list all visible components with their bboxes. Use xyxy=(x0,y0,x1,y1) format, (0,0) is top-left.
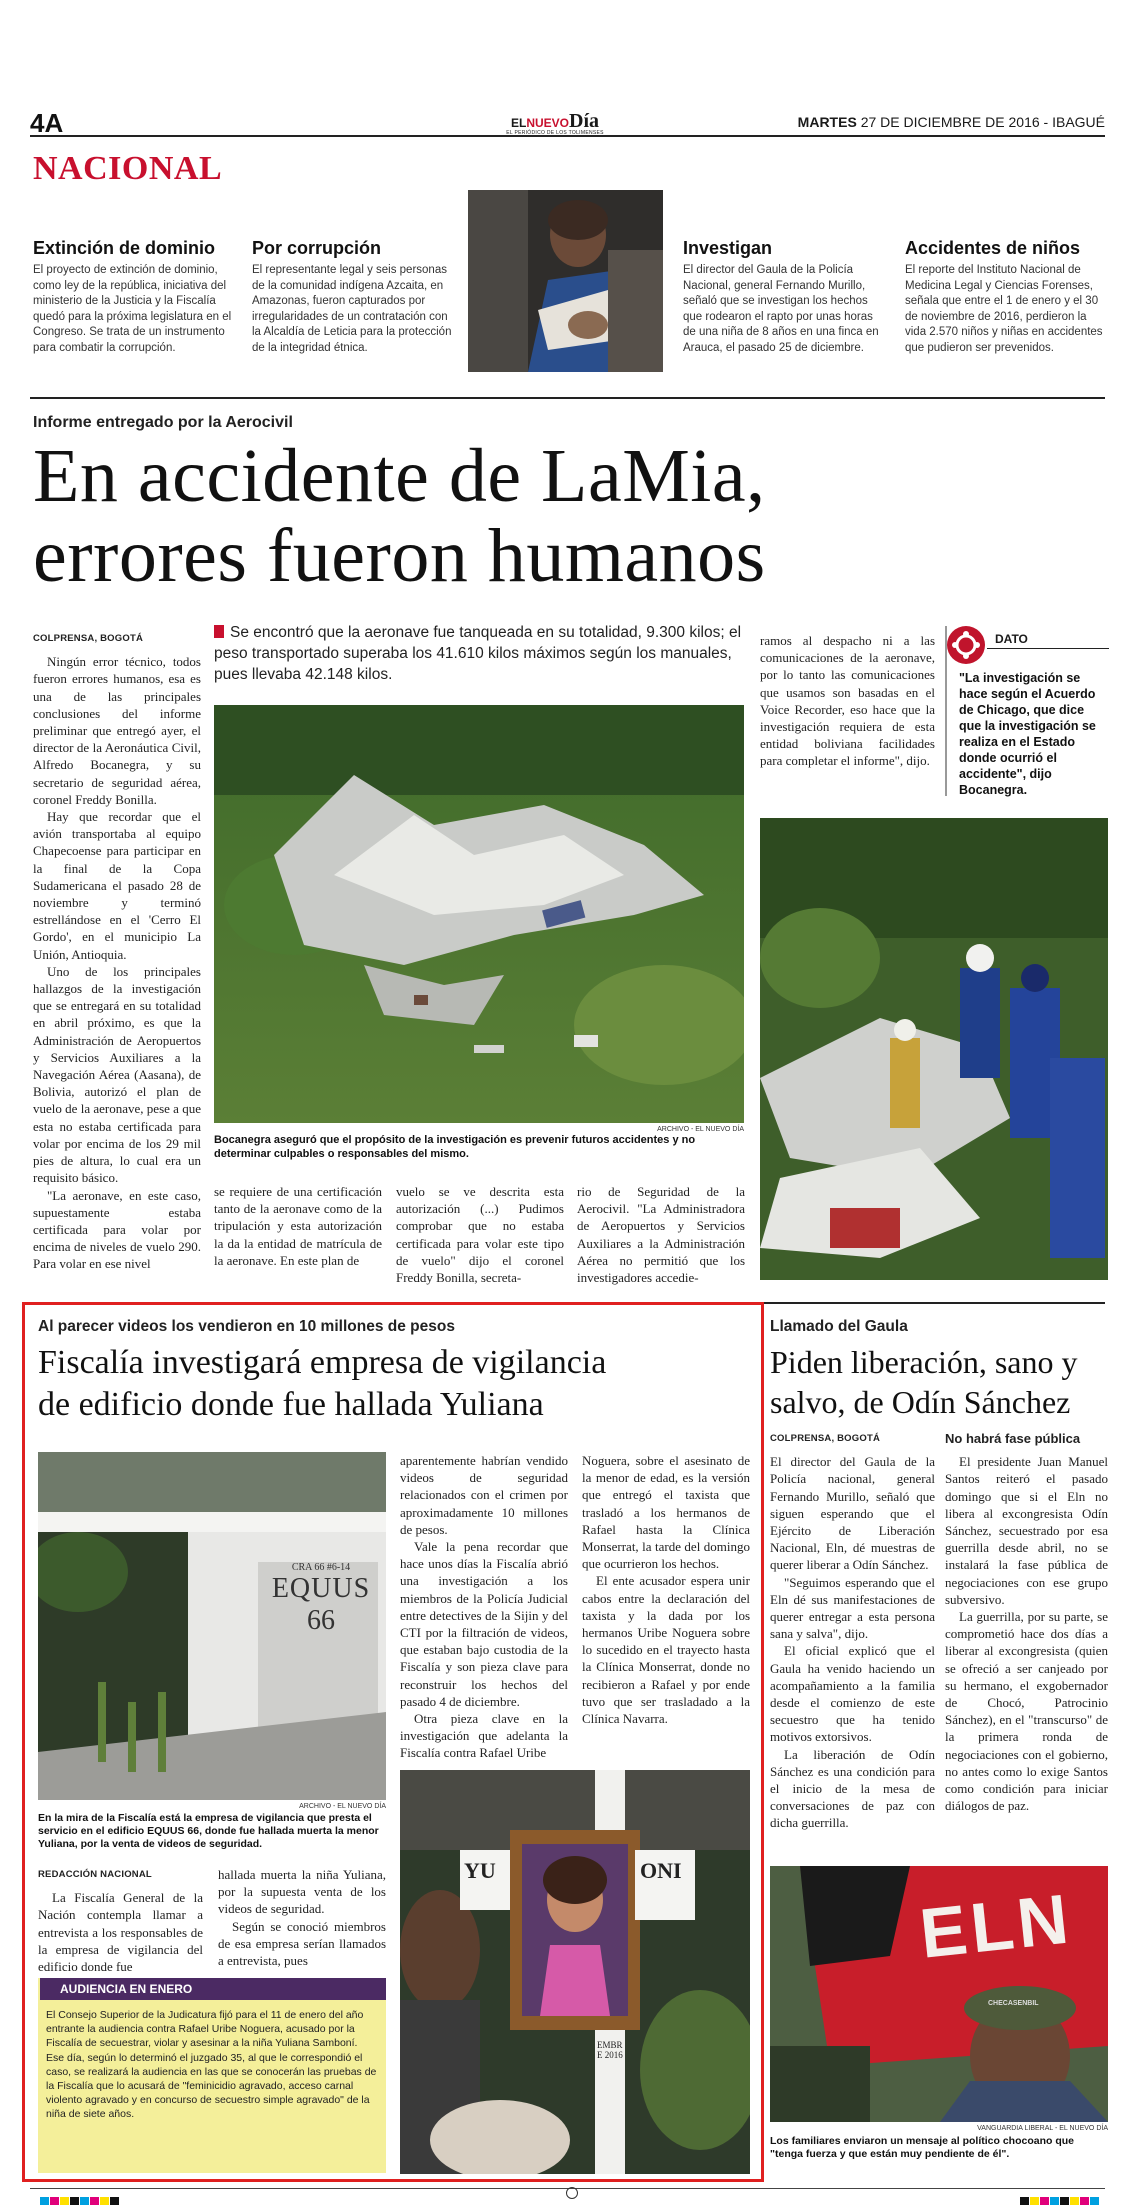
paragraph: Vale la pena recordar que hace unos días la Fiscalía abrió una investigación a los miembros de la Policía Judicial entre detectives de la Sijin y del CTI por la filtración de videos, que estaban bajo custodia de la Fiscalía y son pieza clave para reconstruir los hechos del pasado 4 de diciembre. xyxy=(400,1539,568,1709)
main-col-1 xyxy=(33,630,201,1273)
brief-2 xyxy=(252,238,457,356)
story3-credit: COLPRENSA, BOGOTÁ xyxy=(770,1433,881,1444)
odin-photo-credit: VANGUARDIA LIBERAL - EL NUEVO DÍA xyxy=(977,2125,1108,2132)
equus-building-photo xyxy=(38,1452,386,1800)
building-photo-caption: En la mira de la Fiscalía está la empresa de vigilancia que presta el servicio en el edificio EQUUS 66, donde fue hallada muerta la menor Yuliana, por la venta de videos de seguridad. xyxy=(38,1812,379,1850)
plane-crash-photo xyxy=(214,705,744,1123)
brief-title: Por corrupción xyxy=(252,238,382,258)
story2-headline-line2: de edificio donde fue hallada Yuliana xyxy=(38,1386,544,1423)
dato-label: DATO xyxy=(995,632,1028,646)
brief-title: Extinción de dominio xyxy=(33,238,216,258)
paragraph: "La aeronave, en este caso, supuestamente estaba certificada para volar por encima de niveles de vuelo 290. Para volar en ese nivel xyxy=(33,1187,201,1272)
main-col-3: vuelo se ve descrita esta autorización (...) Pudimos comprobar que no estaba certificada para volar este tipo de vuelo" dijo el coronel Freddy Bonilla, secreta- xyxy=(396,1184,564,1286)
masthead-nuevo: NUEVO xyxy=(526,116,570,130)
brief-photo-nurse xyxy=(468,190,663,372)
print-color-bar-left xyxy=(40,2193,120,2205)
brief-text: El proyecto de extinción de dominio, como ley de la república, iniciativa del ministerio de la Justicia y la Fiscalía quedó para la próxima legislatura en el Congreso. Se trata de un instrumento para combatir la corrupción. xyxy=(33,264,232,354)
paragraph: La liberación de Odín Sánchez es una condición para el inicio de la mesa de conversaciones de paz con dicha guerrilla. xyxy=(770,1746,935,1831)
brief-1 xyxy=(33,238,238,356)
story3-kicker: Llamado del Gaula xyxy=(770,1318,908,1335)
building-sign-number: 66 xyxy=(307,1605,335,1636)
odin-photo-caption: Los familiares enviaron un mensaje al político chocoano que "tenga fuerza y que están muy pendiente de él". xyxy=(770,2135,1074,2160)
building-sign xyxy=(266,1562,376,1637)
paragraph: El presidente Juan Manuel Santos reiteró el pasado domingo que si el Eln no libera al excongresista Odín Sánchez, secuestrado por esa guerrilla desde abril, no se instalará la fase pública de negociaciones con ese grupo subversivo. xyxy=(945,1454,1108,1607)
story2-headline-line1: Fiscalía investigará empresa de vigilancia xyxy=(38,1344,607,1381)
paragraph: Otra pieza clave en la investigación que adelanta la Fiscalía contra Rafael Uribe xyxy=(400,1711,568,1761)
brief-3 xyxy=(683,238,888,356)
brief-title: Investigan xyxy=(683,238,773,258)
audiencia-box-text: El Consejo Superior de la Judicatura fijó para el 11 de enero del año entrante la audiencia contra Rafael Uribe Noguera, acusado por la Fiscalía de secuestrar, violar y asesinar a la niña Yuliana Samboní. Ese día, según lo determinó el juzgado 35, al que le correspondió el caso, se realizará la audiencia en las que se conocerán las pruebas de la Fiscalía que lo acusará de "feminicidio agravado, acceso carnal violento agravado y en concurso de secuestro simple agravado" de la niña de siete años. xyxy=(46,2009,377,2121)
story3-subhead: No habrá fase pública xyxy=(945,1431,1081,1446)
brief-text: El representante legal y seis personas de la comunidad indígena Azcaita, en Amazonas, fueron capturados por irregularidades de un contratación con la Alcaldía de Leticia para la protección de la integridad étnica. xyxy=(252,264,452,354)
masthead-logo xyxy=(485,110,625,136)
building-sign-big: EQUUS xyxy=(271,1573,371,1604)
masthead-tagline: EL PERIÓDICO DE LOS TOLIMENSES xyxy=(506,130,604,136)
date-day: MARTES xyxy=(797,114,857,130)
brief-text: El director del Gaula de la Policía Nacional, general Fernando Murillo, señaló que se investigan los hechos que rodearon el rapto por unas horas de una niña de 8 años en una finca en Arauca, el pasado 25 de diciembre. xyxy=(683,264,879,354)
main-col-2: se requiere de una certificación tanto de la aeronave como de la tripulación y esta autorización la da la entidad de matrícula de la aeronave. En este plan de xyxy=(214,1184,382,1268)
flag-text: ELN xyxy=(916,1879,1076,1973)
masthead-dia: Día xyxy=(569,110,600,132)
memorial-sign-left: YU xyxy=(464,1858,496,1883)
brief-4 xyxy=(905,238,1105,356)
main-headline-line2: errores fueron humanos xyxy=(33,514,766,598)
pullquote-text: Se encontró que la aeronave fue tanqueada en su totalidad, 9.300 kilos; el peso transportado superaba los 41.610 kilos máximos según los manuales, pues llevaba 42.148 kilos. xyxy=(214,624,742,683)
date-rest: 27 DE DICIEMBRE DE 2016 - IBAGUÉ xyxy=(860,114,1105,130)
building-sign-small: CRA 66 #6-14 xyxy=(291,1562,351,1573)
paragraph: "Seguimos esperando que el Eln dé sus manifestaciones de querer entregar a esta persona sana y salva", dijo. xyxy=(770,1574,935,1642)
dato-rule xyxy=(987,648,1109,649)
pullquote-marker xyxy=(214,625,224,638)
memorial-sign-right: ONI xyxy=(640,1858,682,1883)
briefs-bottom-rule xyxy=(30,397,1105,399)
story2-col-3 xyxy=(400,1452,568,1762)
memorial-photo xyxy=(400,1770,750,2174)
story3-col-2 xyxy=(945,1430,1108,1814)
audiencia-box-title: AUDIENCIA EN ENERO xyxy=(40,1978,386,2000)
story2-col-1 xyxy=(38,1866,203,1975)
story2-col-4 xyxy=(582,1452,750,1727)
main-credit: COLPRENSA, BOGOTÁ xyxy=(33,633,144,644)
paragraph: La Fiscalía General de la Nación contempla llamar a entrevista a los responsables de la empresa de vigilancia del edificio donde fue xyxy=(38,1890,203,1975)
brief-title: Accidentes de niños xyxy=(905,238,1081,258)
story2-kicker: Al parecer videos los vendieron en 10 millones de pesos xyxy=(38,1318,455,1335)
rescue-workers-photo xyxy=(760,818,1108,1280)
story3-headline-line1: Piden liberación, sano y xyxy=(770,1344,1078,1380)
brief-text: El reporte del Instituto Nacional de Medicina Legal y Ciencias Forenses, señala que entre el 1 de enero y el 30 de noviembre de 2016, perdieron la vida 2.570 niños y niñas en accidentes que pudieron ser prevenidos. xyxy=(905,264,1103,354)
story3-headline-line2: salvo, de Odín Sánchez xyxy=(770,1384,1071,1420)
dato-box xyxy=(945,626,1110,796)
audiencia-box xyxy=(38,1978,386,2173)
paragraph: Hay que recordar que el avión transportaba al equipo Chapecoense para participar en la final de la Copa Sudamericana el pasado 28 de noviembre y terminó estrellándose en el 'Cerro El Gordo', en el municipio La Unión, Antioquia. xyxy=(33,809,201,962)
odin-family-photo xyxy=(770,1866,1108,2122)
page-header xyxy=(30,108,1105,136)
story2-credit: REDACCIÓN NACIONAL xyxy=(38,1869,152,1880)
story3-headline xyxy=(770,1342,1110,1422)
paragraph: Según se conoció miembros de esa empresa serían llamados a entrevista, pues xyxy=(218,1918,386,1969)
dato-text: "La investigación se hace según el Acuerdo de Chicago, que dice que la investigación se realiza en el Estado donde ocurrió el accidente", dijo Bocanegra. xyxy=(959,671,1096,797)
masthead-el: EL xyxy=(510,116,527,130)
paragraph: Ningún error técnico, todos fueron errores humanos, esa es una de las principales conclusiones del informe preliminar que entregó ayer, el director de la Aeronáutica Civil, Alfredo Bocanegra, y su secretario de seguridad aérea, coronel Freddy Bonilla. xyxy=(33,654,201,807)
cap-text: CHECASENBIL xyxy=(988,2000,1039,2007)
memorial-cross-text: EMBRE 2016 xyxy=(597,2040,623,2060)
paragraph: aparentemente habrían vendido videos de seguridad relacionados con el crimen por aproximadamente 10 millones de pesos. xyxy=(400,1453,568,1537)
paragraph: Noguera, sobre el asesinato de la menor de edad, es la versión que entregó el taxista que trasladó a los hermanos de Rafael hasta la Clínica Monserrat, la tarde del domingo que ocurrieron los hechos. xyxy=(582,1453,750,1572)
story2-col-2 xyxy=(218,1866,386,1969)
plane-photo-credit: ARCHIVO - EL NUEVO DÍA xyxy=(657,1126,744,1133)
dato-icon xyxy=(947,626,985,664)
story2-headline xyxy=(38,1342,758,1426)
paragraph: El ente acusador espera unir cabos entre la declaración del taxista y la dada por los hermanos Uribe Noguera sobre lo sucedido en el trayecto hasta la Clínica Monserrat, donde no recibieron a Rafael y por ende tuvo que ser trasladado a la Clínica Navarra. xyxy=(582,1573,750,1727)
main-col-5: ramos al despacho ni a las comunicaciones de la aeronave, por lo tanto las comunicaciones que usamos son basadas en el Voice Recorder, eso hace que la investigación requiera de esta entidad boliviana facilidades para completar el informe", dijo. xyxy=(760,633,935,769)
paragraph: El director del Gaula de la Policía nacional, general Fernando Murillo, señaló que siguen esperando que el Ejército de Liberación Nacional, Eln, dé muestras de querer liberar a Odín Sánchez. xyxy=(770,1454,935,1573)
building-photo-credit: ARCHIVO - EL NUEVO DÍA xyxy=(299,1803,386,1810)
paragraph: Uno de los principales hallazgos de la investigación que se entregará en su totalidad en abril próximo, es que la Administración de Aeropuertos y Servicios Auxiliares a la Navegación Aérea (Aasana), de Bolivia, autorizó el plan de vuelo de la aeronave, pese a que esta no estaba certificada para volar por encima de los 29 mil pies de altura, lo cual era un requisito básico. xyxy=(33,963,201,1186)
paragraph: hallada muerta la niña Yuliana, por la supuesta venta de los videos de seguridad. xyxy=(218,1867,386,1917)
registration-mark xyxy=(566,2187,578,2199)
plane-photo-caption: Bocanegra aseguró que el propósito de la investigación es prevenir futuros accidentes y no determinar culpables o responsables del mismo. xyxy=(214,1134,696,1160)
main-kicker: Informe entregado por la Aerocivil xyxy=(33,414,293,431)
paragraph: La guerrilla, por su parte, se comprometió hace dos días a liberar al excongresista (quien se ofreció a ser canjeado por su hermano, el exgobernador de Chocó, Patrocinio Sánchez), en el "transcurso" de la primera ronda de negociaciones con el gobierno, no antes como lo exige Santos como condición para iniciar diálogos de paz. xyxy=(945,1609,1108,1814)
section-title: NACIONAL xyxy=(33,150,223,187)
paragraph: El oficial explicó que el Gaula ha venido haciendo un acompañamiento a la familia desde el comienzo de este secuestro que ha tenido motivos extorsivos. xyxy=(770,1643,935,1745)
page-date xyxy=(798,114,1105,130)
main-pullquote xyxy=(214,622,744,685)
main-headline-line1: En accidente de LaMia, xyxy=(33,434,766,518)
main-col-4: rio de Seguridad de la Aerocivil. "La Administradora de Aeropuertos y Servicios Auxiliares a la Administración Aérea no permitió que los investigadores accedie- xyxy=(577,1184,745,1286)
print-color-bar-right xyxy=(1020,2193,1100,2205)
story3-col-1 xyxy=(770,1430,935,1832)
page-number: 4A xyxy=(30,108,64,138)
main-headline xyxy=(33,436,1108,596)
